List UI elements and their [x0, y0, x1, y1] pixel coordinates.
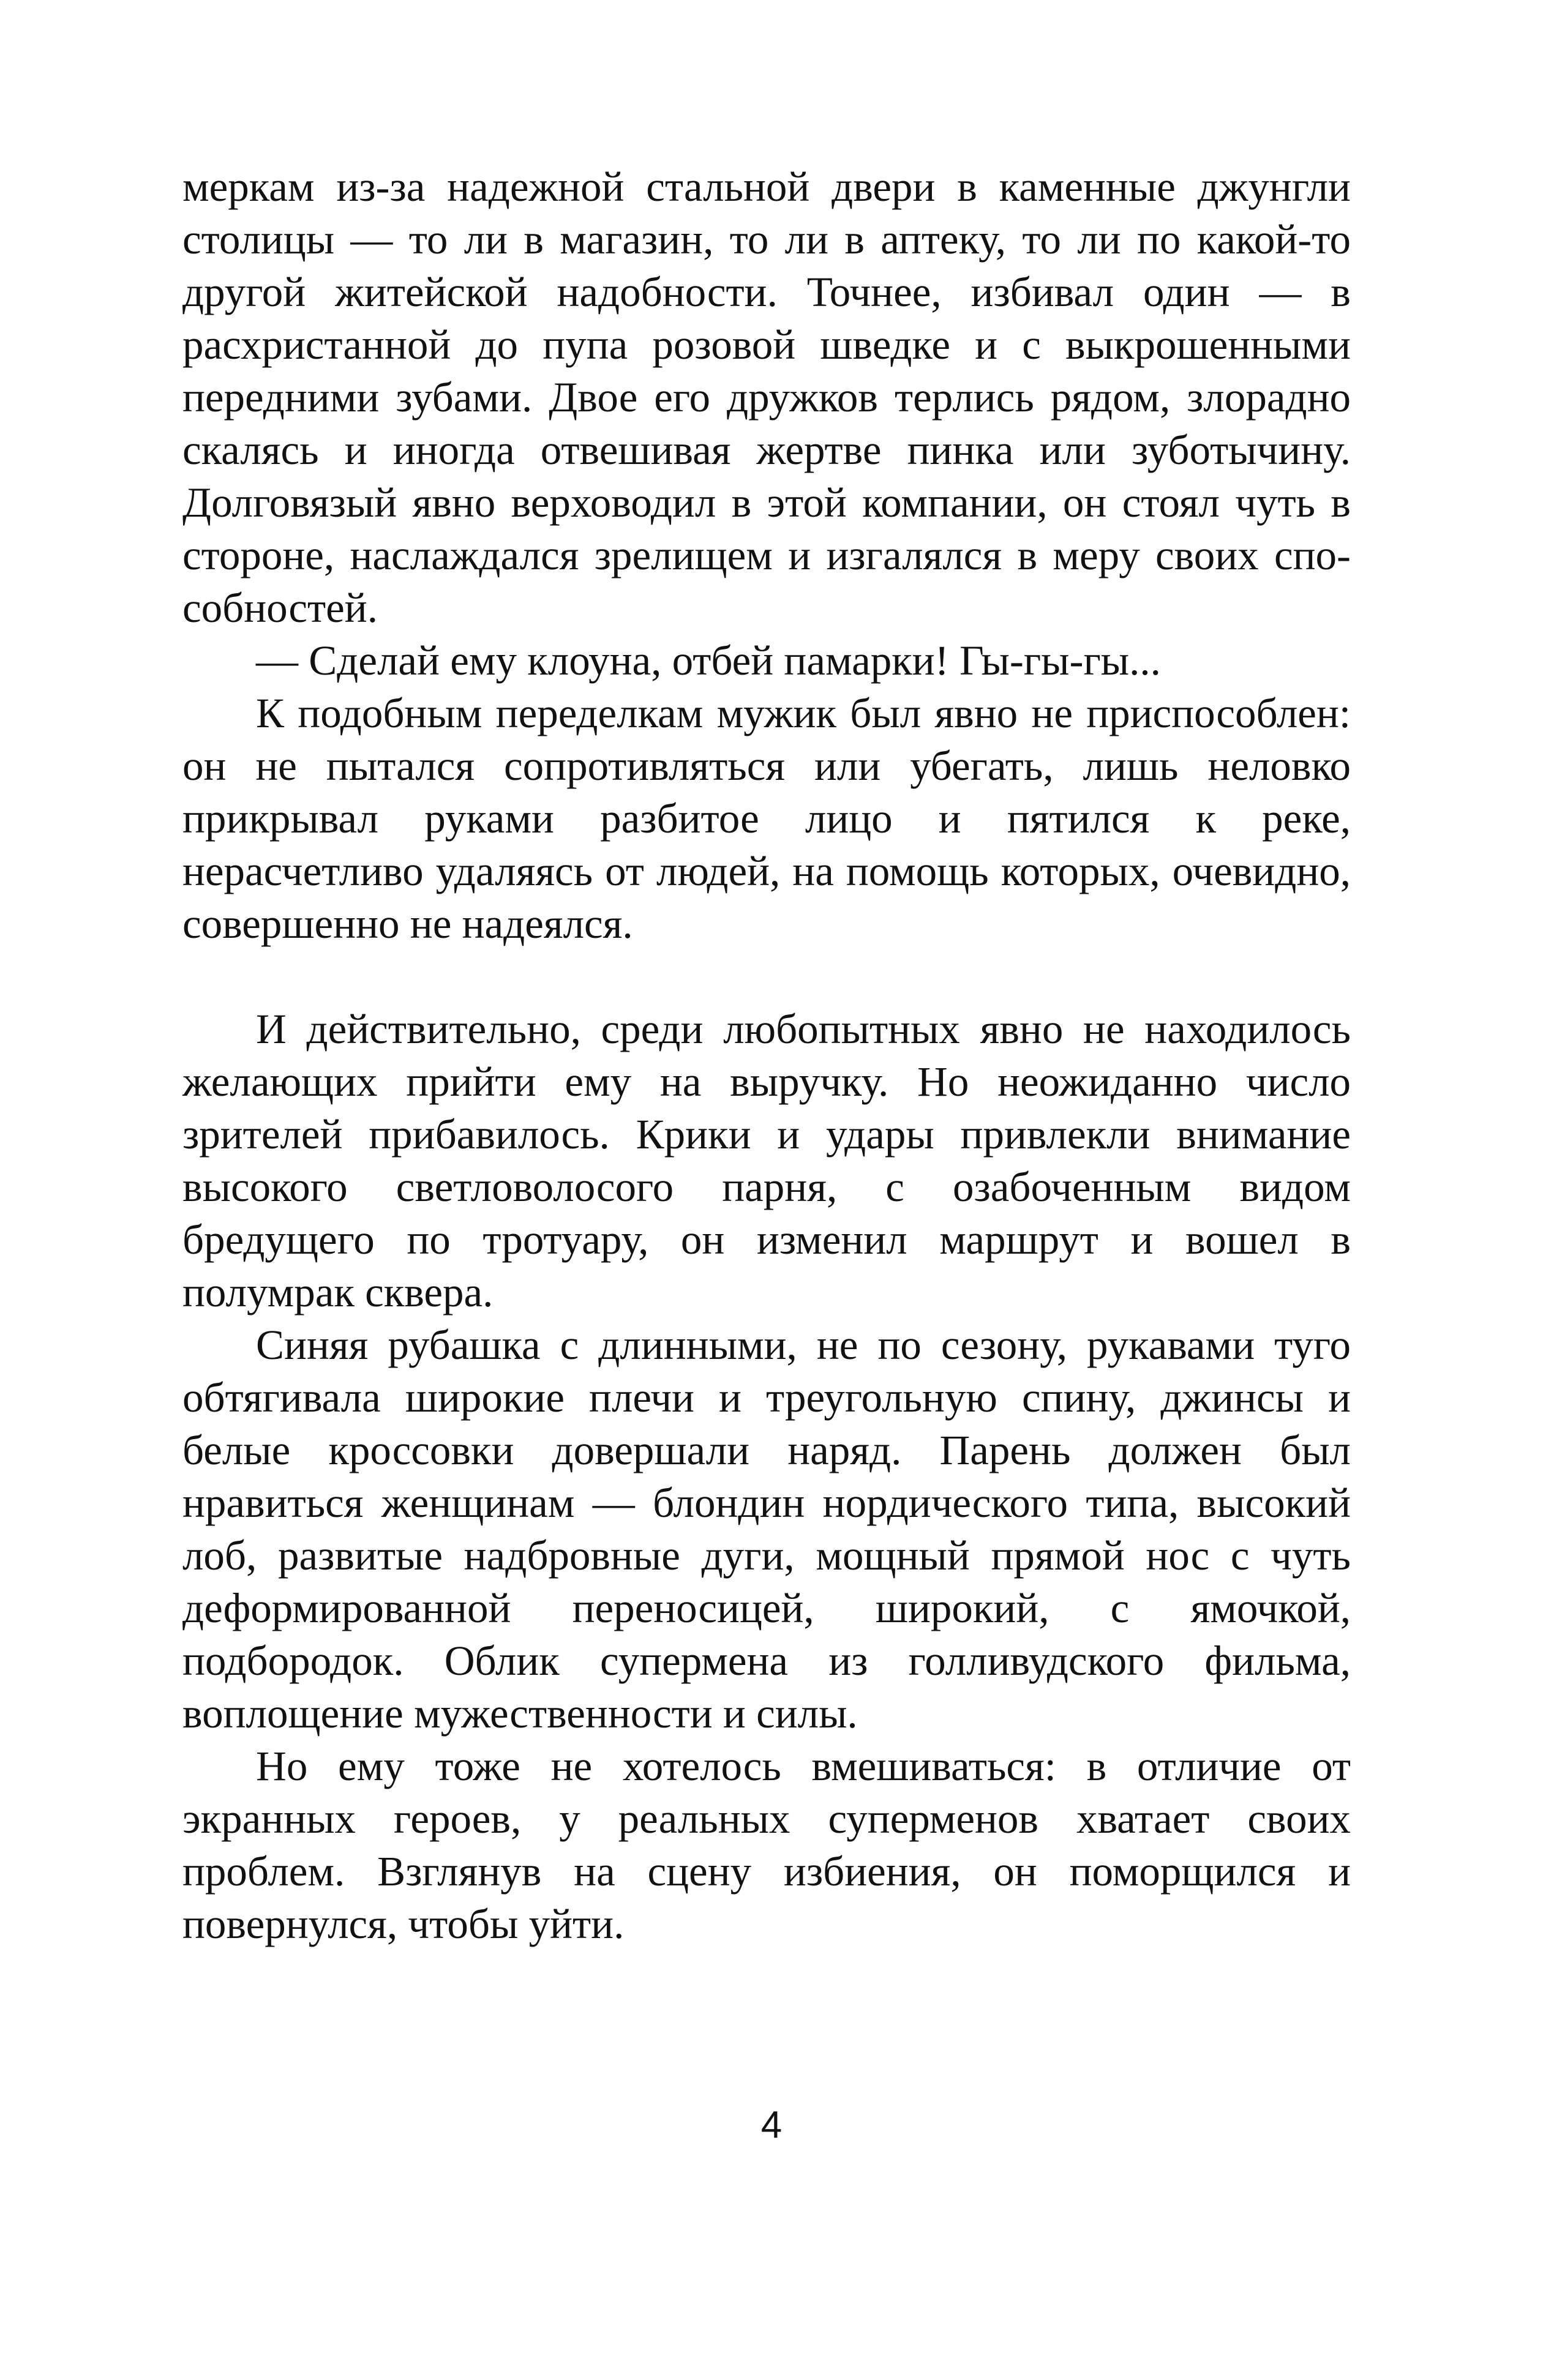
paragraph-5: Синяя рубашка с длинными, не по сезону, рукавами туго обтягивала широкие плечи и треугольную спину, джинсы и белые кроссовки довершали наряд. Парень должен был нравиться женщинам — блондин нордического типа, высокий лоб, развитые надбровные дуги, мощный прямой нос с чуть деформированной переносицей, широкий, с ямочкой, подбородок. Облик супермена из голливудского фильма, воплощение мужественности и силы.: [182, 1322, 1351, 1737]
paragraph-1: меркам из-за надежной стальной двери в каменные джунгли столицы — то ли в магазин, то ли в аптеку, то ли по какой-то другой житейской надобности. Точнее, избивал один — в расхристанной до пупа розовой шведке и с выкрошенными передними зубами. Двое его дружков терлись рядом, злорадно скалясь и иногда отвешивая жертве пинка или зуботычину. Долговязый явно верховодил в этой компании, он стоял чуть в стороне, наслаждался зрелищем и изгалялся в меру своих способностей.: [182, 163, 1351, 631]
paragraph-4: И действительно, среди любопытных явно не находилось желающих прийти ему на выручку. Но неожиданно число зрителей прибавилось. Крики и удары привлекли внимание высокого светловолосого парня, с озабоченным видом бредущего по тротуару, он изменил маршрут и вошел в полумрак сквера.: [182, 1006, 1351, 1315]
body-text: [182, 160, 1351, 1950]
paragraph-2: — Сделай ему клоуна, отбей памарки! Гы-гы-гы...: [256, 637, 1161, 684]
paragraph-6: Но ему тоже не хотелось вмешиваться: в отличие от экранных героев, у реальных суперменов хватает своих проблем. Взглянув на сцену избиения, он поморщился и повернулся, чтобы уйти.: [182, 1743, 1351, 1947]
paragraph-3: К подобным переделкам мужик был явно не приспособлен: он не пытался сопротивляться или убегать, лишь неловко прикрывал руками разбитое лицо и пятился к реке, нерасчетливо удаляясь от людей, на помощь которых, очевидно, совершенно не надеялся.: [182, 690, 1351, 947]
page-number: 4: [760, 2104, 783, 2146]
